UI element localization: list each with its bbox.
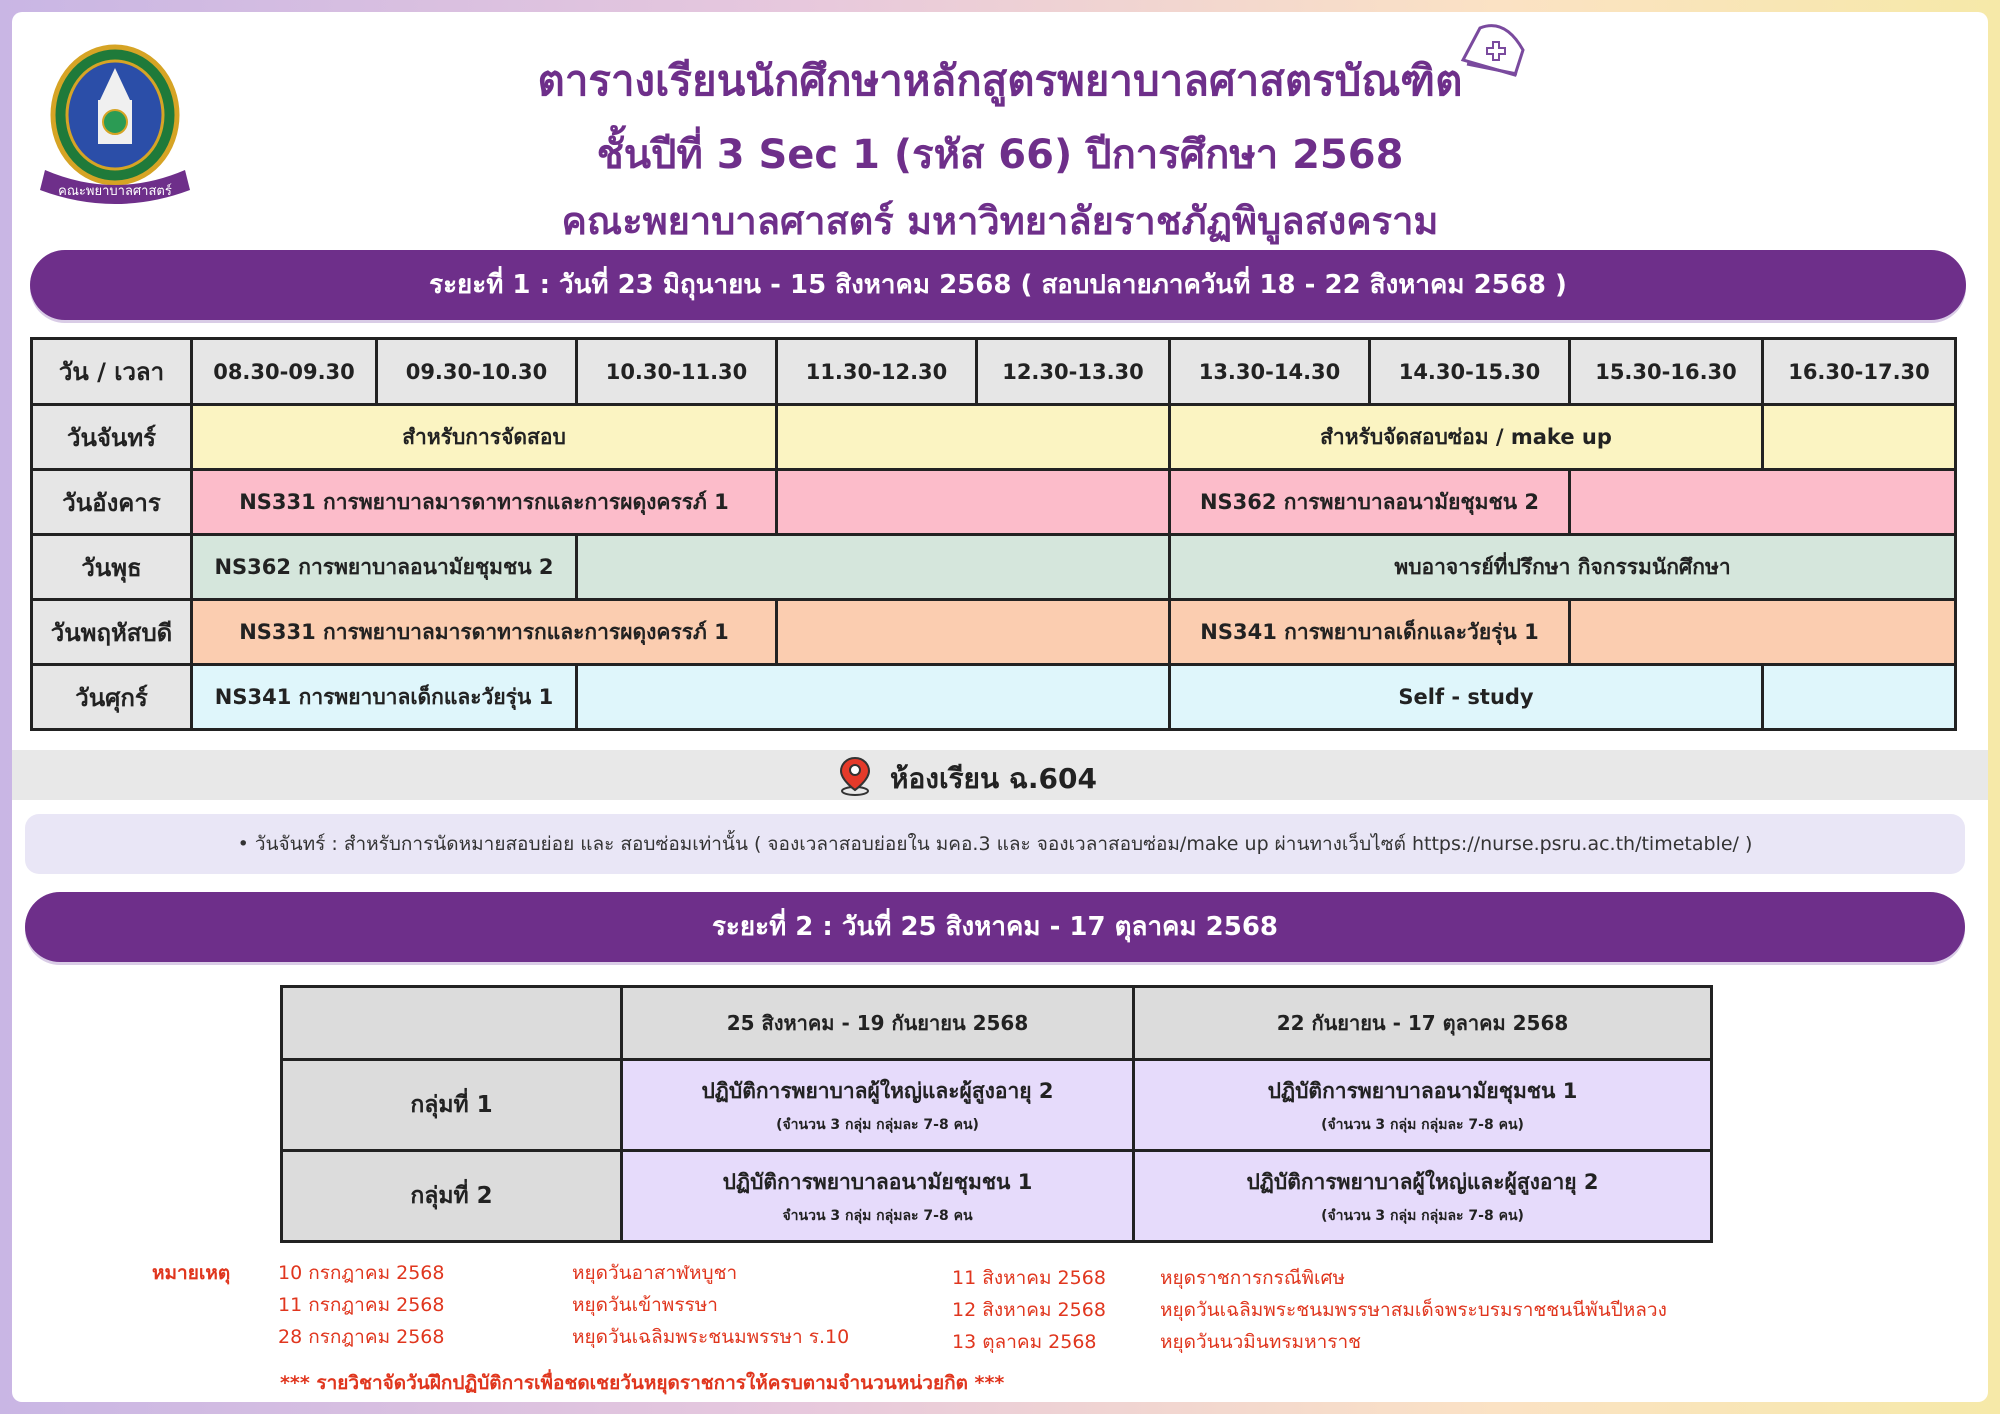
practicum-cell [622,1151,1134,1242]
day-name: วันพุธ [32,535,192,600]
monday-empty-cell [1763,405,1956,470]
header-slot: 09.30-10.30 [377,339,577,405]
wednesday-afternoon-activity: พบอาจารย์ที่ปรึกษา กิจกรรมนักศึกษา [1170,535,1956,600]
phase2-group-row [282,1060,1712,1151]
friday-self-study: Self - study [1170,665,1763,730]
header-slot: 13.30-14.30 [1170,339,1370,405]
practicum-cell [1134,1060,1712,1151]
row-monday [32,405,1956,470]
practicum-group-size: (จำนวน 3 กลุ่ม กลุ่มละ 7-8 คน) [1321,1116,1524,1133]
remarks-footer: *** รายวิชาจัดวันฝึกปฏิบัติการเพื่อชดเชยวันหยุดราชการให้ครบตามจำนวนหน่วยกิต *** [280,1372,1005,1394]
phase2-corner-cell [282,987,622,1060]
day-name: วันจันทร์ [32,405,192,470]
monday-empty-cell [777,405,1170,470]
phase2-group-row [282,1151,1712,1242]
wednesday-morning-course: NS362 การพยาบาลอนามัยชุมชน 2 [192,535,577,600]
holiday-date: 11 สิงหาคม 2568 [952,1267,1106,1289]
header-day-time: วัน / เวลา [32,339,192,405]
monday-note-text: • วันจันทร์ : สำหรับการนัดหมายสอบย่อย และ สอบซ่อมเท่านั้น ( จองเวลาสอบย่อยใน มคอ.3 และ จองเวลาสอบซ่อม/make up ผ่านทางเว็บไซต์ https://nurse.psru.ac.th/timetable/ ) [237,833,1753,855]
remarks-label: หมายเหตุ [152,1262,231,1284]
practicum-cell [622,1060,1134,1151]
phase2-header-row [282,987,1712,1060]
holiday-name: หยุดวันเฉลิมพระชนมพรรษาสมเด็จพระบรมราชชนนีพันปีหลวง [1160,1299,1667,1321]
page-subtitle: ชั้นปีที่ 3 Sec 1 (รหัส 66) ปีการศึกษา 2568 [596,132,1404,178]
friday-empty-cell [1763,665,1956,730]
holiday-date: 28 กรกฎาคม 2568 [278,1326,445,1348]
header-slot: 08.30-09.30 [192,339,377,405]
practicum-course: ปฏิบัติการพยาบาลผู้ใหญ่และผู้สูงอายุ 2 [701,1078,1054,1103]
header-slot: 10.30-11.30 [577,339,777,405]
holiday-date: 13 ตุลาคม 2568 [952,1331,1097,1353]
header-slot: 16.30-17.30 [1763,339,1956,405]
holiday-date: 10 กรกฎาคม 2568 [278,1262,445,1284]
time-header-row [32,339,1956,405]
classroom-strip [12,750,1988,800]
day-name: วันพฤหัสบดี [32,600,192,665]
thursday-empty-cell [777,600,1170,665]
group-name: กลุ่มที่ 1 [282,1060,622,1151]
holiday-name: หยุดวันเฉลิมพระชนมพรรษา ร.10 [572,1326,850,1348]
header-slot: 12.30-13.30 [977,339,1170,405]
friday-empty-cell [577,665,1170,730]
holiday-name: หยุดวันนวมินทรมหาราช [1160,1331,1362,1353]
phase1-banner: ระยะที่ 1 : วันที่ 23 มิถุนายน - 15 สิงหาคม 2568 ( สอบปลายภาควันที่ 18 - 22 สิงหาคม 2568 ) [30,250,1966,320]
practicum-course: ปฏิบัติการพยาบาลผู้ใหญ่และผู้สูงอายุ 2 [1246,1169,1599,1194]
phase1-timetable [30,337,1957,731]
thursday-morning-course: NS331 การพยาบาลมารดาทารกและการผดุงครรภ์ 1 [192,600,777,665]
group-name: กลุ่มที่ 2 [282,1151,622,1242]
page-title: ตารางเรียนนักศึกษาหลักสูตรพยาบาลศาสตรบัณฑิต [537,56,1463,105]
day-name: วันศุกร์ [32,665,192,730]
practicum-group-size: (จำนวน 3 กลุ่ม กลุ่มละ 7-8 คน) [776,1116,979,1133]
map-pin-icon [838,756,872,796]
holiday-date: 12 สิงหาคม 2568 [952,1299,1106,1321]
monday-note [25,814,1965,874]
phase2-period-1: 25 สิงหาคม - 19 กันยายน 2568 [622,987,1134,1060]
practicum-course: ปฏิบัติการพยาบาลอนามัยชุมชน 1 [722,1169,1033,1194]
header-slot: 14.30-15.30 [1370,339,1570,405]
friday-morning-course: NS341 การพยาบาลเด็กและวัยรุ่น 1 [192,665,577,730]
row-tuesday [32,470,1956,535]
tuesday-afternoon-course: NS362 การพยาบาลอนามัยชุมชน 2 [1170,470,1570,535]
thursday-afternoon-course: NS341 การพยาบาลเด็กและวัยรุ่น 1 [1170,600,1570,665]
holiday-name: หยุดวันอาสาฬหบูชา [572,1262,738,1284]
monday-exam-cell: สำหรับการจัดสอบ [192,405,777,470]
practicum-group-size: (จำนวน 3 กลุ่ม กลุ่มละ 7-8 คน) [1321,1207,1524,1224]
practicum-group-size: จำนวน 3 กลุ่ม กลุ่มละ 7-8 คน [782,1207,973,1224]
phase2-period-2: 22 กันยายน - 17 ตุลาคม 2568 [1134,987,1712,1060]
day-name: วันอังคาร [32,470,192,535]
row-wednesday [32,535,1956,600]
header-slot: 11.30-12.30 [777,339,977,405]
row-thursday [32,600,1956,665]
tuesday-empty-cell [777,470,1170,535]
classroom-label: ห้องเรียน ฉ.604 [890,762,1098,795]
phase2-banner: ระยะที่ 2 : วันที่ 25 สิงหาคม - 17 ตุลาคม 2568 [25,892,1965,962]
faculty-name: คณะพยาบาลศาสตร์ มหาวิทยาลัยราชภัฏพิบูลสงคราม [561,199,1439,243]
phase2-practicum-table [280,985,1713,1243]
holiday-date: 11 กรกฎาคม 2568 [278,1294,445,1316]
practicum-course: ปฏิบัติการพยาบาลอนามัยชุมชน 1 [1267,1078,1578,1103]
logo-ribbon-text: คณะพยาบาลศาสตร์ [58,184,172,199]
thursday-empty-cell [1570,600,1956,665]
monday-makeup-cell: สำหรับจัดสอบซ่อม / make up [1170,405,1763,470]
row-friday [32,665,1956,730]
wednesday-empty-cell [577,535,1170,600]
tuesday-empty-cell [1570,470,1956,535]
practicum-cell [1134,1151,1712,1242]
holiday-name: หยุดวันเข้าพรรษา [572,1294,718,1316]
header-slot: 15.30-16.30 [1570,339,1763,405]
tuesday-morning-course: NS331 การพยาบาลมารดาทารกและการผดุงครรภ์ 1 [192,470,777,535]
holiday-name: หยุดราชการกรณีพิเศษ [1160,1267,1346,1289]
